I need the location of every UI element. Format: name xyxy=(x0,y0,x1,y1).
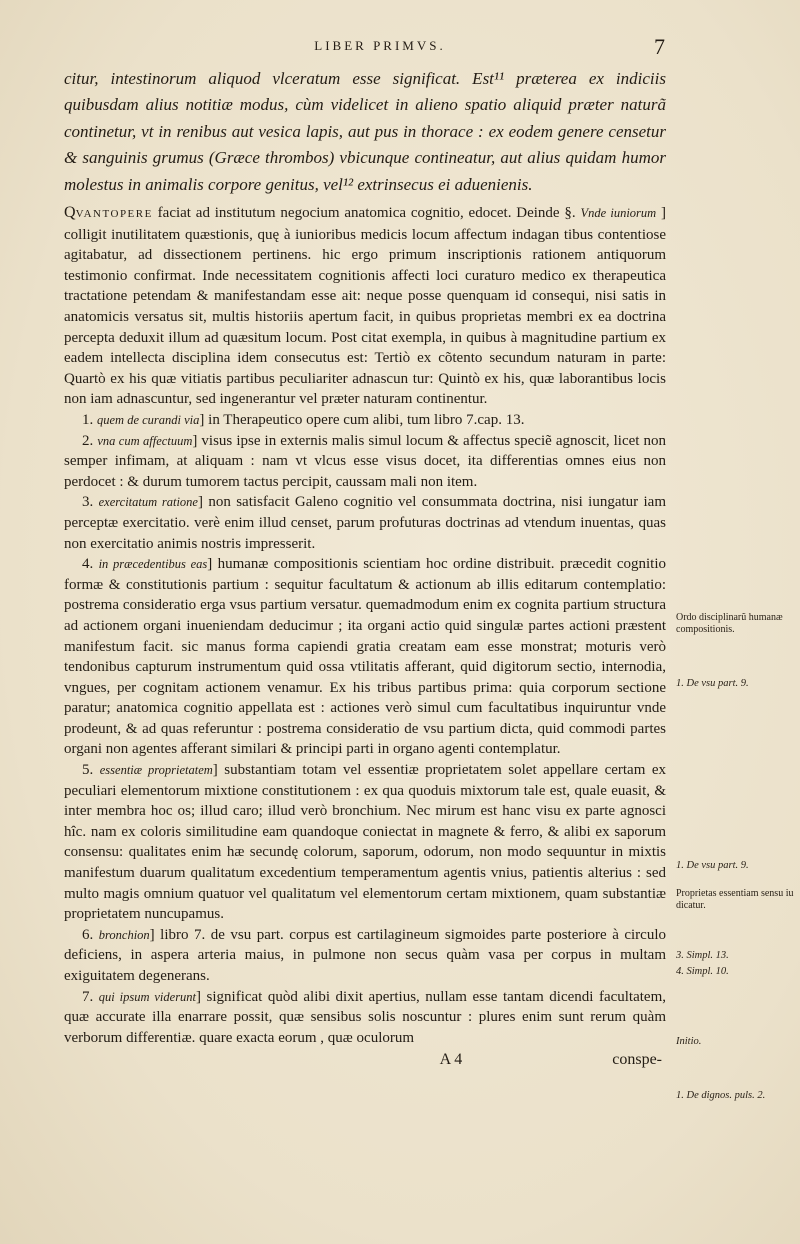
page-number: 7 xyxy=(654,34,665,59)
main-text-block xyxy=(64,66,666,1071)
note-lemma: in præcedentibus eas xyxy=(98,557,208,572)
initial-letter: Q xyxy=(64,204,76,222)
note-lemma: vna cum affectuum xyxy=(97,433,193,448)
note-number: 2. xyxy=(82,432,94,449)
intro-lemma: Vnde iuniorum xyxy=(580,206,657,221)
page-footer xyxy=(64,1050,666,1071)
note-lemma: quem de curandi via xyxy=(97,412,200,427)
note-6 xyxy=(64,925,666,987)
note-5 xyxy=(64,760,666,925)
intro-text-2: ] colligit inutilitatem quæstionis, quę à iunioribus medicis locum affectum indagan tibus contentiose agitabatur, ad dissectionem pertinens. hic ergo primum inscriptionis rationem antiquorum testimonio confirmat. Inde necessitatem cognitionis affecti loci curaturo medico ex therapeutica tractatione petendam & manifestandam esse ait: neque posse quenquam id consequi, nisi satis in anatomicis versatus sit, multis historiis apertum facit, in quibus proprietas membri ex ea doctrina percepta deduxit illum ad quæsitum locum. Post citat exempla, in quibus à magnitudine partium ex eadem intellecta disciplina idem consecutus est: Tertiò ex cõtento secundum naturam in parte: Quartò ex his quæ vitiatis partibus peculiariter adnascun tur: Quintò ex his, quæ laborantibus locis non iam adnascuntur, sed ingenerantur vel præter naturam continentur. xyxy=(64,205,666,408)
running-head: LIBER PRIMVS. xyxy=(314,38,446,53)
note-2 xyxy=(64,431,666,493)
note-lemma: bronchion xyxy=(98,927,150,942)
note-lemma: essentiæ proprietatem xyxy=(99,763,213,778)
italic-paragraph: citur, intestinorum aliquod vlceratum esse significat. Est¹¹ præterea ex indiciis quibusdam alius notitiæ modus, cùm videlicet in alieno spatio aliquid præter naturã continetur, vt in renibus aut vesica lapis, aut pus in thorace : ex eodem genere censetur & sanguinis grumus (Græce thrombos) vbicunque contineatur, aut alius quidam humor molestus in animalis corpore genitus, vel¹² extrinsecus ei aduenienis. xyxy=(64,69,666,194)
note-1 xyxy=(64,410,666,431)
note-text: ] in Therapeutico opere cum alibi, tum libro 7.cap. 13. xyxy=(199,411,525,428)
note-number: 7. xyxy=(82,988,94,1005)
note-number: 4. xyxy=(82,556,94,573)
note-text: ] substantiam totam vel essentiæ proprietatem solet appellare certam ex peculiari elementorum mixtione constitutionem : ex qua quoduis mixtorum tale est, quale euasit, & inter membra hoc os; illud caro; illud verò bronchium. Nec mirum est hanc visu ex parte agnosci hîc. nam ex coloris similitudine eam quandoque coniectat in magnete & ferro, & alibi ex saporum consensu: qualitates enim hæ secundę colorum, saporum, odorum, non modo sequuntur in mixtis manifestum duarum qualitatum excedentium temperamentum agentis vnius, patientis alterius : sed multo magis omnium quatuor vel qualitatum vel elementorum certam mixtionem, quam substantiæ proprietatem nuncupamus. xyxy=(64,762,667,923)
margin-note: 1. De vsu part. 9. xyxy=(676,678,749,689)
note-text: ] libro 7. de vsu part. corpus est cartilagineum sigmoides parte posteriore à circulo deficiens, in aspera arteria maius, in pulmone non secus quàm vasa per corpus in multam exiguitatem degenerans. xyxy=(64,926,666,984)
note-text: ] visus ipse in externis malis simul locum & affectus speciẽ agnoscit, licet non semper infimam, at aliquam : nam vt vlcus esse visus docet, ita differentias omnes eius non perdocet : & durum tumorem tactus percipit, caussam mali non item. xyxy=(64,432,666,490)
margin-note: 1. De dignos. puls. 2. xyxy=(676,1090,766,1101)
intro-paragraph xyxy=(64,203,666,410)
intro-text-1: faciat ad institutum negocium anatomica cognitio, edocet. Deinde §. xyxy=(152,205,581,222)
note-text: ] humanæ compositionis scientiam hoc ordine distribuit. præcedit cognitio formæ & constitutionis partium : sequitur facultatum & actionum ab illis editarum contemplatio: postrema consideratio erga vsus partium versatur. quemadmodum enim ex cognita partium structura ad actionem organi inueniendam deducimur ; ita organi actio quid singulæ partes actioni præstent manifestum facit. sic manus forma capiendi gratia creatam eam esse monstrat; moturis verò tendonibus capturum instrumentum quid ossa vtilitatis afferant, quid digitorum sectio, internodia, vngues, per cognitam actionem venamur. Ex his tribus partibus prima: quia corporum sectione paratur; anatomica cognitio appellata est : actiones verò simul cum facultatibus inquiruntur vnde prodeunt, & ad quas referuntur : postrema consideratio de vsu partium dicta, quid commodi partes organi non agentes afferant similari & principi parti in organo agenti contemplatur. xyxy=(64,556,667,758)
note-number: 3. xyxy=(82,494,94,511)
note-4 xyxy=(64,554,666,760)
note-lemma: qui ipsum viderunt xyxy=(98,989,197,1004)
intro-smallcaps: VANTOPERE xyxy=(75,208,153,221)
note-3 xyxy=(64,492,666,554)
catchword: conspe- xyxy=(612,1051,662,1069)
note-text: ] significat quòd alibi dixit apertius, nullam esse tantam dicendi facultatem, quæ accurate illa enarrare possit, quæ sensibus solis noscuntur : plures enim sunt rerum quàm verborum differentiæ. quare exacta eorum , quæ oculorum xyxy=(64,988,667,1046)
note-7 xyxy=(64,987,666,1049)
margin-note: Proprietas essentiam sensu iu dicatur. xyxy=(676,888,794,911)
margin-note: Ordo disciplinarũ humanæ compositionis. xyxy=(676,612,783,635)
note-number: 5. xyxy=(82,762,94,779)
note-number: 1. xyxy=(82,411,94,428)
margin-note: 3. Simpl. 13. xyxy=(676,950,729,961)
margin-note: Initio. xyxy=(676,1036,702,1047)
margin-note: 4. Simpl. 10. xyxy=(676,966,729,977)
margin-note: 1. De vsu part. 9. xyxy=(676,860,749,871)
note-text: ] non satisfacit Galeno cognitio vel consummata doctrina, nisi iungatur iam perceptæ exercitatio. verè enim illud censet, parum profuturas doctrinas ad vtendum inuentas, quas non exercitatio animis nostris impresserit. xyxy=(64,494,666,552)
note-number: 6. xyxy=(82,926,94,943)
note-lemma: exercitatum ratione xyxy=(98,495,198,510)
signature-mark: A 4 xyxy=(439,1051,463,1069)
